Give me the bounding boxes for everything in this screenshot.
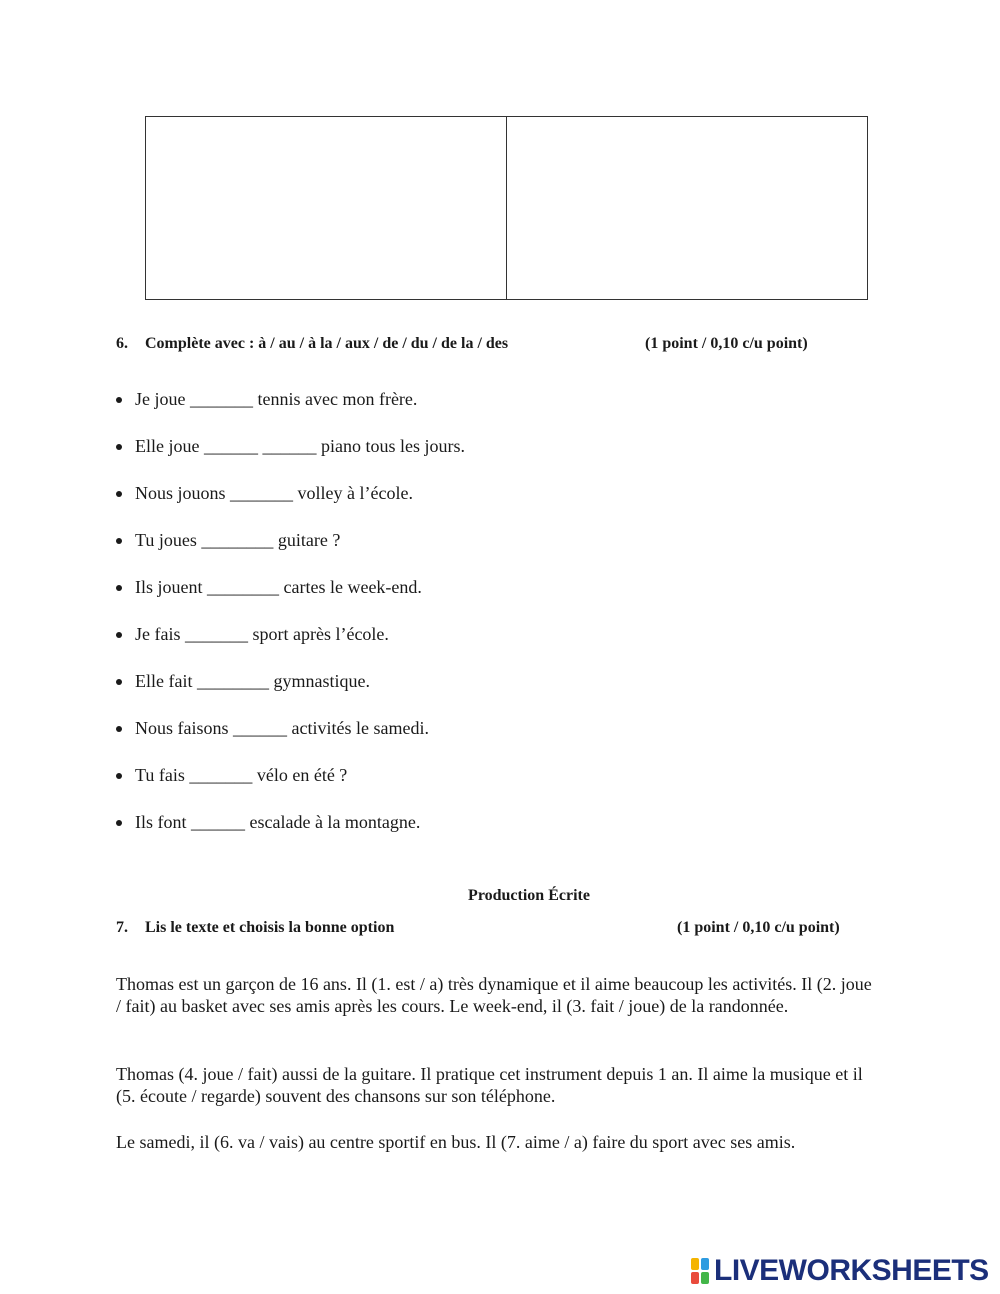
fill-in-sentence: Tu joues ________ guitare ?: [135, 530, 341, 550]
fill-in-sentence: Elle joue ______ ______ piano tous les jours.: [135, 436, 465, 456]
bullet-icon: [116, 491, 122, 497]
answer-cell-left: [146, 117, 506, 299]
fill-in-sentence: Ils jouent ________ cartes le week-end.: [135, 577, 422, 597]
question-6-instruction: Complète avec : à / au / à la / aux / de / du / de la / des: [145, 335, 509, 352]
question-6-points: (1 point / 0,10 c/u point): [645, 335, 808, 352]
fill-in-sentence: Je joue _______ tennis avec mon frère.: [135, 389, 418, 409]
bullet-icon: [116, 726, 122, 732]
fill-in-sentence: Elle fait ________ gymnastique.: [135, 671, 370, 691]
answer-cell-right: [506, 117, 867, 299]
question-7-number: 7.: [116, 919, 128, 936]
bullet-icon: [116, 679, 122, 685]
fill-in-sentence: Je fais _______ sport après l’école.: [135, 624, 389, 644]
liveworksheets-logo: [691, 1254, 989, 1287]
logo-badge-icon: [691, 1258, 709, 1284]
fill-in-sentence: Ils font ______ escalade à la montagne.: [135, 812, 421, 832]
reading-paragraph-1: Thomas est un garçon de 16 ans. Il (1. est / a) très dynamique et il aime beaucoup les activités. Il (2. joue / fait) au basket avec ses amis après les cours. Le week-end, il (3. fait / joue) de la randonnée.: [116, 974, 872, 1016]
question-6-number: 6.: [116, 335, 128, 352]
logo-text: LIVEWORKSHEETS: [714, 1254, 989, 1287]
fill-in-sentence: Nous faisons ______ activités le samedi.: [135, 718, 429, 738]
question-7-points: (1 point / 0,10 c/u point): [677, 919, 840, 936]
answer-table: [145, 116, 868, 300]
question-7-instruction: Lis le texte et choisis la bonne option: [145, 919, 395, 936]
bullet-icon: [116, 773, 122, 779]
fill-in-sentence: Nous jouons _______ volley à l’école.: [135, 483, 413, 503]
reading-paragraph-2: Thomas (4. joue / fait) aussi de la guitare. Il pratique cet instrument depuis 1 an. Il aime la musique et il (5. écoute / regarde) souvent des chansons sur son téléphone.: [116, 1064, 863, 1106]
bullet-icon: [116, 444, 122, 450]
bullet-icon: [116, 585, 122, 591]
bullet-icon: [116, 820, 122, 826]
fill-in-sentence: Tu fais _______ vélo en été ?: [135, 765, 348, 785]
section-title: Production Écrite: [468, 887, 590, 904]
bullet-icon: [116, 538, 122, 544]
reading-paragraph-3: Le samedi, il (6. va / vais) au centre sportif en bus. Il (7. aime / a) faire du sport avec ses amis.: [116, 1132, 796, 1152]
bullet-icon: [116, 632, 122, 638]
bullet-icon: [116, 397, 122, 403]
